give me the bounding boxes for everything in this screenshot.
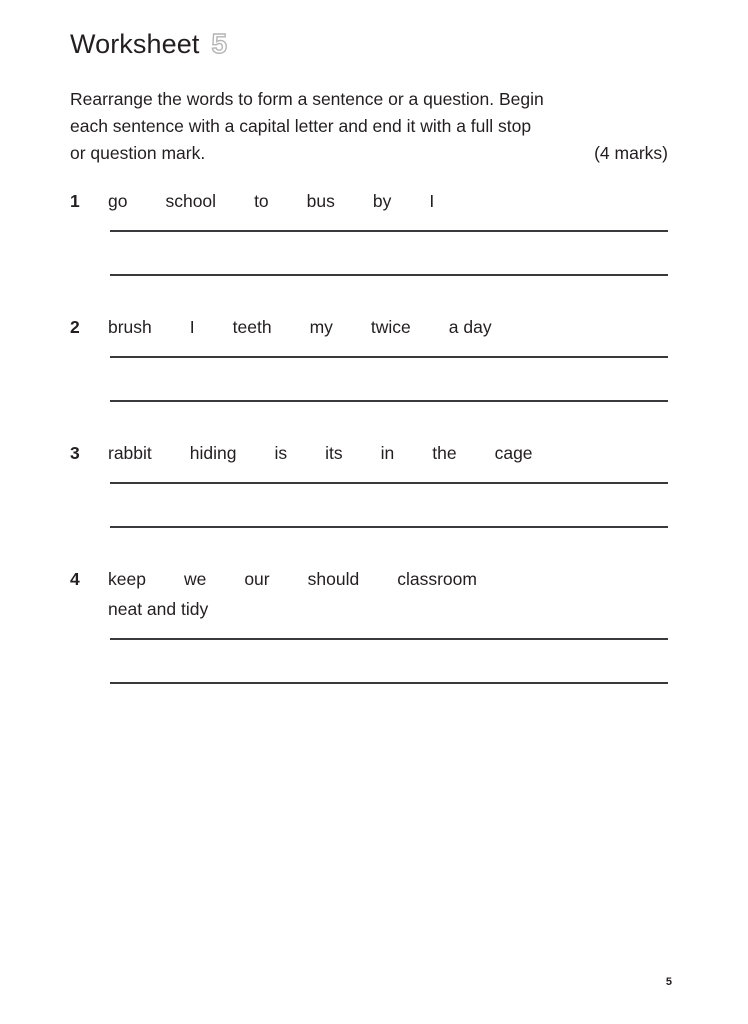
question-word: go bbox=[108, 191, 128, 211]
question-word: I bbox=[429, 191, 435, 211]
answer-write-line[interactable] bbox=[110, 526, 668, 528]
answer-write-line[interactable] bbox=[110, 356, 668, 358]
question-item bbox=[0, 438, 748, 528]
question-word: our bbox=[244, 569, 270, 589]
question-words bbox=[108, 186, 748, 216]
question-word-line bbox=[108, 438, 748, 468]
answer-lines bbox=[0, 356, 748, 402]
question-word: its bbox=[325, 443, 343, 463]
answer-lines bbox=[0, 638, 748, 684]
question-spacer bbox=[0, 276, 748, 312]
instruction-line-3-row bbox=[70, 140, 668, 167]
question-word: neat and tidy bbox=[108, 599, 209, 619]
question-word: rabbit bbox=[108, 443, 152, 463]
question-word-line bbox=[108, 564, 748, 594]
question-word-line bbox=[108, 312, 748, 342]
question-word: is bbox=[274, 443, 288, 463]
question-word: should bbox=[307, 569, 360, 589]
question-word: cage bbox=[494, 443, 533, 463]
question-word: hiding bbox=[189, 443, 237, 463]
answer-write-line[interactable] bbox=[110, 230, 668, 232]
answer-write-line[interactable] bbox=[110, 682, 668, 684]
question-item bbox=[0, 564, 748, 684]
footer-page-number: 5 bbox=[665, 976, 672, 988]
instructions-block bbox=[70, 86, 668, 167]
answer-write-line[interactable] bbox=[110, 274, 668, 276]
instruction-line-1: Rearrange the words to form a sentence or a question. Begin bbox=[70, 89, 544, 109]
marks-label: (4 marks) bbox=[594, 143, 668, 163]
question-words bbox=[108, 564, 748, 624]
question-head bbox=[0, 564, 748, 624]
question-spacer bbox=[0, 402, 748, 438]
question-word: keep bbox=[108, 569, 146, 589]
question-word-line bbox=[108, 594, 748, 624]
instruction-line-3: or question mark. bbox=[70, 143, 206, 163]
question-number: 4 bbox=[70, 569, 80, 589]
question-word: we bbox=[183, 569, 207, 589]
answer-write-line[interactable] bbox=[110, 482, 668, 484]
question-item bbox=[0, 312, 748, 402]
question-number: 1 bbox=[70, 191, 80, 211]
question-word: I bbox=[189, 317, 195, 337]
answer-write-line[interactable] bbox=[110, 400, 668, 402]
question-word: a day bbox=[448, 317, 492, 337]
question-words bbox=[108, 312, 748, 342]
question-head bbox=[0, 186, 748, 216]
question-word: to bbox=[254, 191, 269, 211]
worksheet-title-text: Worksheet bbox=[70, 29, 200, 59]
questions-list bbox=[0, 186, 748, 684]
question-word: my bbox=[309, 317, 333, 337]
question-word: teeth bbox=[232, 317, 272, 337]
answer-lines bbox=[0, 230, 748, 276]
question-spacer bbox=[0, 528, 748, 564]
answer-write-line[interactable] bbox=[110, 638, 668, 640]
question-word: the bbox=[432, 443, 457, 463]
instruction-line-2: each sentence with a capital letter and end it with a full stop bbox=[70, 116, 532, 136]
question-word: classroom bbox=[397, 569, 477, 589]
question-number: 3 bbox=[70, 443, 80, 463]
question-head bbox=[0, 312, 748, 342]
page-title bbox=[70, 30, 227, 58]
question-word: twice bbox=[370, 317, 411, 337]
worksheet-number: 5 bbox=[211, 28, 228, 59]
question-item bbox=[0, 186, 748, 276]
question-word: in bbox=[380, 443, 395, 463]
question-words bbox=[108, 438, 748, 468]
question-word: brush bbox=[108, 317, 152, 337]
question-word: school bbox=[165, 191, 217, 211]
question-head bbox=[0, 438, 748, 468]
question-word-line bbox=[108, 186, 748, 216]
question-number: 2 bbox=[70, 317, 80, 337]
question-word: by bbox=[372, 191, 392, 211]
answer-lines bbox=[0, 482, 748, 528]
question-word: bus bbox=[306, 191, 335, 211]
